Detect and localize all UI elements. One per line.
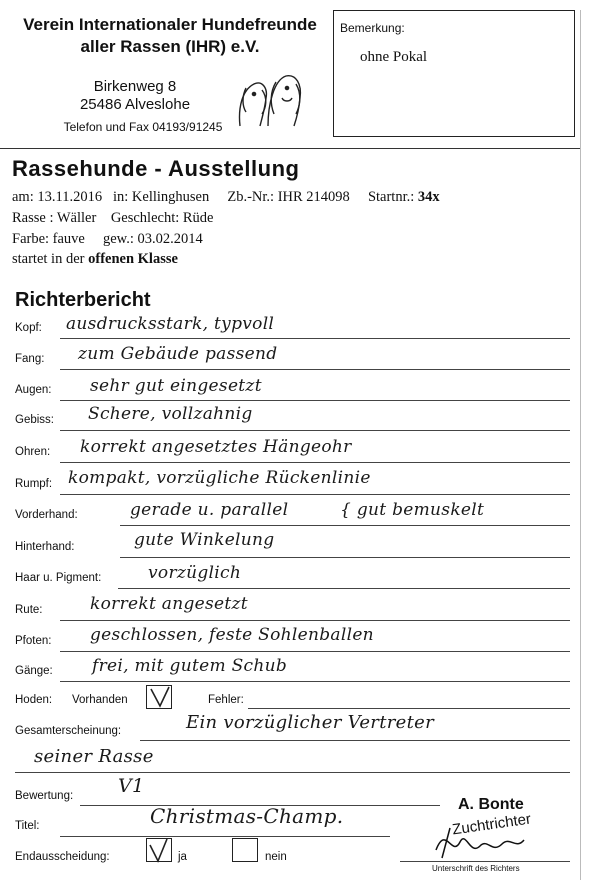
report-row-line — [60, 462, 570, 463]
report-row-label: Fang: — [15, 353, 45, 365]
report-row-line — [60, 400, 570, 401]
start-number: 34x — [417, 189, 440, 205]
remark-value: ohne Pokal — [360, 49, 428, 65]
club-name-line2: aller Rassen (IHR) e.V. — [80, 37, 260, 56]
faults-line — [248, 708, 570, 709]
faults-label: Fehler: — [208, 694, 244, 706]
final-label: Endausscheidung: — [15, 851, 110, 863]
overall-continuation: seiner Rasse — [34, 746, 154, 767]
report-row-line — [60, 651, 570, 652]
report-row-label: Pfoten: — [15, 635, 52, 647]
rating-label: Bewertung: — [15, 790, 74, 802]
report-row-line — [120, 557, 570, 558]
overall-line-2 — [15, 772, 570, 773]
testicles-value: Vorhanden — [72, 694, 128, 706]
report-row-label: Augen: — [15, 384, 52, 396]
judge-signature-icon — [430, 820, 530, 862]
final-no-label: nein — [265, 851, 287, 863]
remark-label: Bemerkung: — [340, 21, 405, 35]
show-info-line4 — [12, 251, 178, 268]
report-row-label: Vorderhand: — [15, 509, 78, 521]
club-street: Birkenweg 8 — [93, 78, 177, 95]
report-row-label: Rute: — [15, 604, 43, 616]
show-info-line1 — [12, 189, 440, 206]
final-yes-label: ja — [178, 851, 187, 863]
testicles-checkbox[interactable] — [146, 685, 172, 709]
born-value: 03.02.2014 — [137, 231, 203, 247]
check-mark-icon — [147, 686, 173, 710]
dogs-logo-icon — [232, 68, 304, 130]
zb-number: IHR 214098 — [277, 189, 350, 205]
report-row-line — [60, 620, 570, 621]
report-row-value: gute Winkelung — [134, 530, 275, 550]
final-yes-checkbox[interactable] — [146, 838, 172, 862]
show-info-line3 — [12, 231, 203, 248]
report-row-line — [60, 369, 570, 370]
report-title: Richterbericht — [15, 289, 151, 311]
signature-label: Unterschrift des Richters — [432, 864, 520, 873]
report-row-value: Schere, vollzahnig — [88, 404, 253, 424]
report-row-value: korrekt angesetzt — [90, 594, 248, 614]
show-place: Kellinghusen — [131, 189, 210, 205]
report-row-value: korrekt angesetztes Hängeohr — [80, 437, 352, 457]
breed-value: Wäller — [56, 210, 97, 226]
report-row-value: gerade u. parallel — [130, 500, 289, 520]
overall-value: Ein vorzüglicher Vertreter — [186, 712, 434, 733]
class-prefix: startet in der — [12, 251, 85, 267]
report-row-line — [60, 338, 570, 339]
breed-label: Rasse : — [12, 210, 54, 226]
overall-line — [140, 740, 570, 741]
report-row-line — [120, 525, 570, 526]
report-row-label: Ohren: — [15, 446, 51, 458]
testicles-label: Hoden: — [15, 694, 53, 706]
date-label: am: — [12, 189, 34, 205]
report-row-label: Gebiss: — [15, 414, 54, 426]
color-label: Farbe: — [12, 231, 50, 247]
show-title: Rassehunde - Ausstellung — [12, 156, 300, 181]
place-label: in: — [112, 189, 129, 205]
club-address — [40, 78, 230, 114]
rating-value: V1 — [118, 775, 145, 797]
born-label: gew.: — [103, 231, 134, 247]
report-row-label: Haar u. Pigment: — [15, 572, 102, 584]
show-date: 13.11.2016 — [37, 189, 103, 205]
report-row-value: ausdrucksstark, typvoll — [66, 314, 275, 334]
judge-stamp-role: Zuchtrichter — [451, 810, 533, 839]
limb-note: { gut bemuskelt — [340, 500, 485, 520]
report-row-value: geschlossen, feste Sohlenballen — [90, 625, 374, 645]
report-row-label: Rumpf: — [15, 478, 53, 490]
report-row-line — [60, 494, 570, 495]
judge-stamp-name: A. Bonte — [458, 796, 524, 813]
report-row-value: kompakt, vorzügliche Rückenlinie — [68, 468, 371, 488]
sex-value: Rüde — [182, 210, 214, 226]
club-city: 25486 Alveslohe — [79, 96, 191, 113]
remark-box — [333, 10, 575, 137]
club-name-line1: Verein Internationaler Hundefreunde — [23, 15, 317, 34]
report-row-value: sehr gut eingesetzt — [90, 376, 262, 396]
report-row-line — [118, 588, 570, 589]
report-row-label: Hinterhand: — [15, 541, 75, 553]
report-row-line — [60, 681, 570, 682]
start-label: Startnr.: — [367, 189, 415, 205]
title-label: Titel: — [15, 820, 40, 832]
class-value: offenen Klasse — [88, 251, 178, 267]
report-row-value: frei, mit gutem Schub — [92, 656, 288, 676]
check-mark-icon — [147, 839, 173, 863]
sex-label: Geschlecht: — [110, 210, 180, 226]
header-divider — [0, 148, 580, 149]
club-phone: Telefon und Fax 04193/91245 — [63, 120, 223, 134]
club-name — [10, 14, 330, 58]
report-row-line — [60, 430, 570, 431]
final-no-checkbox[interactable] — [232, 838, 258, 862]
report-row-label: Kopf: — [15, 322, 42, 334]
title-line — [60, 836, 390, 837]
zb-label: Zb.-Nr.: — [227, 189, 275, 205]
right-border — [580, 10, 581, 880]
overall-label: Gesamterscheinung: — [15, 725, 122, 737]
title-value: Christmas-Champ. — [150, 804, 344, 828]
color-value: fauve — [52, 231, 85, 247]
report-row-label: Gänge: — [15, 665, 53, 677]
report-row-value: vorzüglich — [148, 563, 242, 583]
show-info-line2 — [12, 210, 214, 227]
report-row-value: zum Gebäude passend — [78, 344, 278, 364]
signature-line — [400, 861, 570, 862]
